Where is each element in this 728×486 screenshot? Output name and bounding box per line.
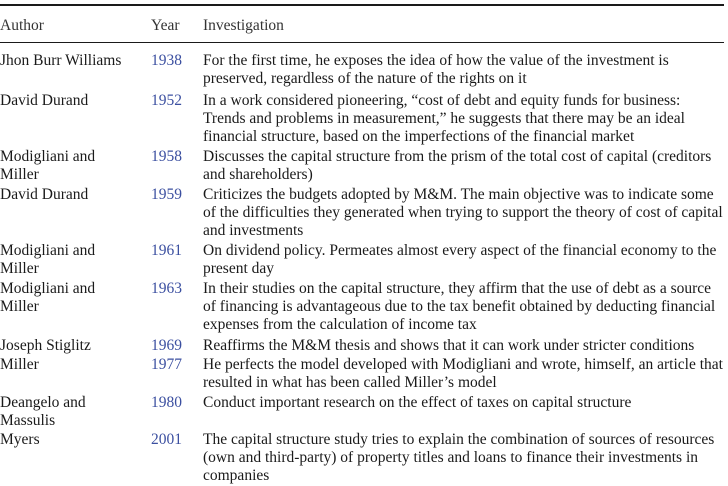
row-investigation: Conduct important research on the effect of taxes on capital structure <box>203 394 632 411</box>
table-top-rule <box>0 4 724 6</box>
row-investigation: Reaffirms the M&M thesis and shows that it can work under stricter conditions <box>203 337 695 354</box>
row-author: Jhon Burr Williams <box>0 52 122 69</box>
row-year: 1958 <box>151 148 182 165</box>
row-year: 1980 <box>151 394 182 411</box>
row-year: 1963 <box>151 280 182 297</box>
row-investigation: For the first time, he exposes the idea of how the value of the investment is preserved, regardless of the nature of the rights on it <box>203 52 669 88</box>
row-year: 1959 <box>151 186 182 203</box>
row-year: 1961 <box>151 242 182 259</box>
header-investigation: Investigation <box>203 17 284 34</box>
row-investigation: On dividend policy. Permeates almost every aspect of the financial economy to the present day <box>203 242 717 278</box>
row-author: David Durand <box>0 186 89 203</box>
row-author: Deangelo and Massulis <box>0 394 86 430</box>
row-investigation: Criticizes the budgets adopted by M&M. The main objective was to indicate some of the difficulties they generated when trying to support the theory of cost of capital and investments <box>203 186 723 240</box>
row-author: Modigliani and Miller <box>0 280 96 316</box>
row-year: 1938 <box>151 52 182 69</box>
row-investigation: The capital structure study tries to explain the combination of sources of resources (own and third-party) of property titles and loans to finance their investments in companies <box>203 431 715 485</box>
header-year: Year <box>151 17 180 34</box>
header-author: Author <box>0 17 44 34</box>
row-year: 1977 <box>151 356 182 373</box>
row-year: 1952 <box>151 92 182 109</box>
row-year: 1969 <box>151 337 182 354</box>
row-author: Myers <box>0 431 40 448</box>
row-author: David Durand <box>0 92 89 109</box>
row-year: 2001 <box>151 431 182 448</box>
row-author: Modigliani and Miller <box>0 242 96 278</box>
row-author: Joseph Stiglitz <box>0 337 91 354</box>
table-header-rule <box>0 42 724 43</box>
row-investigation: He perfects the model developed with Modigliani and wrote, himself, an article that resulted in what has been called Miller’s model <box>203 356 723 392</box>
row-investigation: In a work considered pioneering, “cost of debt and equity funds for business: Trends and problems in measurement,” he suggests that there may be an ideal financial structure, based on the imperfections of the financial market <box>203 92 685 146</box>
row-author: Miller <box>0 356 39 373</box>
row-investigation: Discusses the capital structure from the prism of the total cost of capital (creditors and shareholders) <box>203 148 712 184</box>
row-author: Modigliani and Miller <box>0 148 96 184</box>
row-investigation: In their studies on the capital structure, they affirm that the use of debt as a source of financing is advantageous due to the tax benefit obtained by deducting financial expenses from the calculation of income tax <box>203 280 716 334</box>
